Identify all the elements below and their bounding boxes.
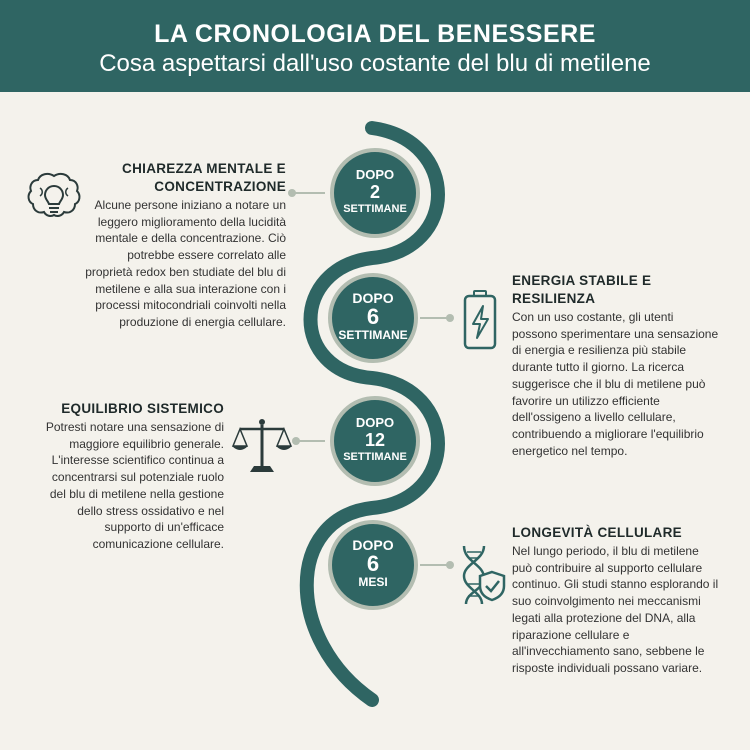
page-title: LA CRONOLOGIA DEL BENESSERE [154, 20, 596, 48]
milestone-title-line: RESILIENZA [512, 291, 596, 306]
badge-number: 2 [369, 182, 380, 202]
milestone-title-line: ENERGIA STABILE E [512, 273, 652, 288]
page-subtitle: Cosa aspettarsi dall'uso costante del blu di metilene [99, 50, 651, 77]
milestone-title-line: CHIAREZZA MENTALE E [122, 161, 286, 176]
badge-label: DOPO [355, 167, 395, 182]
milestone-title-line: CONCENTRAZIONE [154, 179, 286, 194]
milestone-description: Con un uso costante, gli utenti possono sperimentare una sensazione di energia e resilienza più stabile durante tutto il giorno. La ricerca suggerisce che il blu di metilene può favorire un utilizzo efficiente dell'ossigeno a livello cellulare, contribuendo a migliorare l'equilibrio energetico nel tempo. [512, 310, 719, 458]
battery-bolt-icon [460, 288, 500, 352]
milestone-title-line: EQUILIBRIO SISTEMICO [61, 401, 224, 416]
connector-dot-1 [288, 189, 296, 197]
connector-dot-4 [446, 561, 454, 569]
milestone-description: Nel lungo periodo, il blu di metilene può contribuire al supporto cellulare continuo. Gli studi stanno esplorando il suo coinvolgimento nei meccanismi legati alla protezione del DNA, alla riparazione cellulare e all'invecchiamento sano, sebbene le risposte individuali possano variare. [512, 544, 719, 675]
brain-lightbulb-icon [26, 170, 82, 234]
milestone-badge-3 [330, 396, 420, 486]
badge-label: DOPO [352, 537, 394, 553]
milestone-description: Alcune persone iniziano a notare un leggero miglioramento della lucidità mentale e della concentrazione. Ciò potrebbe essere correlato alle proprietà redox ben studiate del blu di metilene e alla sua interazione con i processi mitocondriali coinvolti nella produzione di energia cellulare. [85, 198, 286, 329]
badge-unit: SETTIMANE [343, 203, 407, 215]
milestone-title [512, 524, 722, 542]
badge-label: DOPO [355, 415, 395, 430]
milestone-title [42, 400, 224, 418]
badge-label: DOPO [352, 290, 394, 306]
connector-dot-2 [446, 314, 454, 322]
milestone-text-1 [82, 160, 286, 331]
milestone-badge-1 [330, 148, 420, 238]
dna-shield-icon [458, 542, 508, 606]
badge-unit: SETTIMANE [338, 328, 408, 342]
milestone-text-4 [512, 524, 722, 677]
badge-number: 6 [366, 551, 380, 576]
badge-unit: MESI [358, 575, 388, 589]
badge-number: 6 [366, 304, 380, 329]
milestone-title [512, 272, 722, 308]
milestone-text-3 [42, 400, 224, 553]
milestone-title-line: LONGEVITÀ CELLULARE [512, 525, 682, 540]
milestone-badge-4 [328, 520, 418, 610]
balance-scale-icon [230, 416, 294, 476]
milestone-title [82, 160, 286, 196]
badge-unit: SETTIMANE [343, 451, 407, 463]
badge-number: 12 [364, 430, 386, 450]
milestone-badge-2 [328, 273, 418, 363]
milestone-text-2 [512, 272, 722, 459]
milestone-description: Potresti notare una sensazione di maggiore equilibrio generale. L'interesse scientifico continua a concentrarsi sul potenziale ruolo del blu di metilene nella gestione dello stress ossidativo e nel supporto di un'efficace comunicazione cellulare. [45, 420, 224, 551]
